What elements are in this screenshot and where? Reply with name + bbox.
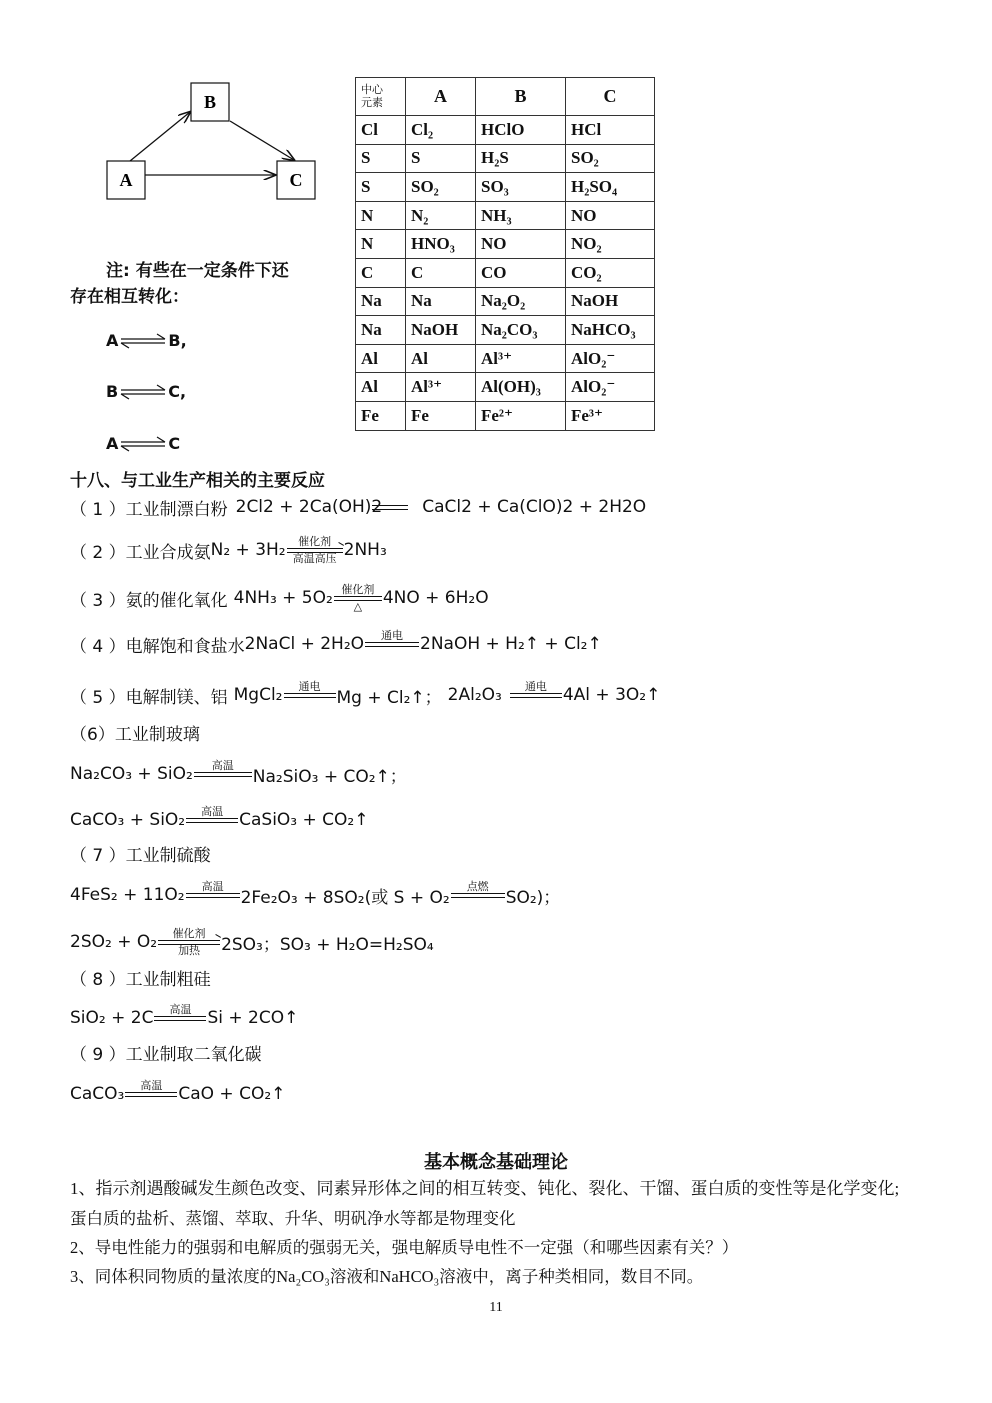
reaction-lhs-2: 2Al₂O₃ xyxy=(447,685,502,705)
table-row xyxy=(356,258,655,287)
table-cell: Al xyxy=(356,344,406,373)
reaction-lhs: SiO₂ + 2C xyxy=(70,1008,154,1028)
basics-item-1a: 1、指示剂遇酸碱发生颜色改变、同素异形体之间的相互转变、钝化、裂化、干馏、蛋白质的变性等是化学变化; xyxy=(70,1179,900,1198)
header-b: B xyxy=(476,78,566,116)
reaction-1 xyxy=(70,494,646,520)
condition-top: 催化剂 xyxy=(298,534,332,548)
table-cell: NO xyxy=(476,230,566,259)
reaction-6-eq1 xyxy=(70,754,407,794)
conversion-triangle-diagram xyxy=(100,78,320,206)
reaction-5 xyxy=(70,675,660,715)
condition-equals xyxy=(186,881,240,910)
condition-equals xyxy=(194,760,252,789)
table-cell: AlO₂⁻ xyxy=(566,373,655,402)
reaction-rhs-2: 4Al + 3O₂↑ xyxy=(562,685,661,705)
reaction-7-eq2 xyxy=(70,922,434,962)
table-cell: Na xyxy=(356,316,406,345)
basics-item-2: 2、导电性能力的强弱和电解质的强弱无关，强电解质导电性不一定强（和哪些因素有关？） xyxy=(70,1238,739,1257)
element-conversion-table xyxy=(355,77,655,431)
table-cell: N₂ xyxy=(406,201,476,230)
table-cell: NO₂ xyxy=(566,230,655,259)
table-cell: SO₂ xyxy=(406,173,476,202)
condition-equals xyxy=(451,881,505,910)
reaction-3 xyxy=(70,578,489,618)
table-row xyxy=(356,173,655,202)
condition-top: 高温 xyxy=(201,879,224,893)
reaction-lhs: CaCO₃ + SiO₂ xyxy=(70,810,186,830)
pair-a-b xyxy=(106,331,187,350)
condition-equals xyxy=(125,1080,177,1109)
note-line1: 注: 有些在一定条件下还 xyxy=(106,261,289,281)
table-cell: HClO xyxy=(476,116,566,145)
reaction-label: （ 9 ）工业制取二氧化碳 xyxy=(70,1044,262,1065)
table-cell: H₂S xyxy=(476,144,566,173)
condition-top: 点燃 xyxy=(466,879,489,893)
table-row xyxy=(356,287,655,316)
table-cell: Na xyxy=(406,287,476,316)
reversible-arrow-icon xyxy=(119,333,167,349)
table-cell: NaOH xyxy=(566,287,655,316)
condition-bottom: 加热 xyxy=(178,943,201,957)
table-cell: Al³⁺ xyxy=(406,373,476,402)
table-cell: Na₂CO₃ xyxy=(476,316,566,345)
node-c-label: C xyxy=(289,170,303,190)
table-cell: SO₂ xyxy=(566,144,655,173)
reaction-2 xyxy=(70,530,387,570)
table-cell: C xyxy=(356,258,406,287)
basics-item-1b: 蛋白质的盐析、蒸馏、萃取、升华、明矾净水等都是物理变化 xyxy=(70,1209,516,1228)
condition-top: 高温 xyxy=(211,758,234,772)
reaction-rhs: SO₂)； xyxy=(505,887,561,908)
condition-equals xyxy=(186,806,238,835)
reaction-rhs: Na₂SiO₃ + CO₂↑； xyxy=(252,766,407,787)
pair-a-c xyxy=(106,434,180,453)
table-cell: NaHCO₃ xyxy=(566,316,655,345)
reaction-6-label xyxy=(70,719,200,745)
reaction-label: （ 2 ）工业合成氨 xyxy=(70,542,211,563)
section-18-heading: 十八、与工业生产相关的主要反应 xyxy=(70,471,325,491)
table-cell: NO xyxy=(566,201,655,230)
reaction-rhs: 2NaOH + H₂↑ + Cl₂↑ xyxy=(420,634,602,654)
table-cell: S xyxy=(356,173,406,202)
table-cell: Al(OH)₃ xyxy=(476,373,566,402)
reaction-rhs: CaSiO₃ + CO₂↑ xyxy=(239,810,369,830)
table-cell: Cl xyxy=(356,116,406,145)
reaction-lhs: MgCl₂ xyxy=(233,685,283,705)
table-cell: N xyxy=(356,230,406,259)
reaction-lhs: 4NH₃ + 5O₂ xyxy=(233,588,333,608)
table-cell: CO₂ xyxy=(566,258,655,287)
basics-title: 基本概念基础理论 xyxy=(424,1152,568,1172)
table-cell: Na xyxy=(356,287,406,316)
reversible-condition-arrow xyxy=(287,536,343,565)
reaction-label: （ 7 ）工业制硫酸 xyxy=(70,845,211,866)
reaction-label: （ 3 ）氨的催化氧化 xyxy=(70,590,228,611)
reaction-label: （ 4 ）电解饱和食盐水 xyxy=(70,636,245,657)
table-row xyxy=(356,230,655,259)
reaction-lhs: 2Cl2 + 2Ca(OH)2 xyxy=(235,497,383,517)
equals-sign-icon xyxy=(372,493,408,522)
table-cell: Al³⁺ xyxy=(476,344,566,373)
condition-top: 催化剂 xyxy=(172,926,206,940)
table-cell: S xyxy=(356,144,406,173)
table-cell: HNO₃ xyxy=(406,230,476,259)
reaction-label: （ 1 ）工业制漂白粉 xyxy=(70,499,228,520)
pair-left: B xyxy=(106,382,119,401)
reaction-4 xyxy=(70,624,602,664)
reaction-rhs: 2SO₃；SO₃ + H₂O=H₂SO₄ xyxy=(221,934,434,955)
reaction-rhs: Si + 2CO↑ xyxy=(207,1008,299,1028)
condition-equals xyxy=(284,681,336,710)
condition-top: 高温 xyxy=(140,1078,163,1092)
reaction-7-eq1 xyxy=(70,875,560,915)
reaction-rhs: CaCl2 + Ca(ClO)2 + 2H2O xyxy=(422,497,647,517)
reaction-lhs: 2SO₂ + O₂ xyxy=(70,932,158,952)
condition-top: 通电 xyxy=(298,679,321,693)
node-b-label: B xyxy=(203,92,217,112)
reversible-condition-arrow xyxy=(158,928,220,957)
table-cell: Al xyxy=(356,373,406,402)
pair-right: C, xyxy=(168,382,187,401)
reaction-label: （6）工业制玻璃 xyxy=(70,724,200,745)
condition-top: 高温 xyxy=(201,804,224,818)
pair-right: B, xyxy=(168,331,187,350)
reaction-mid: 2Fe₂O₃ + 8SO₂(或 S + O₂ xyxy=(240,887,450,908)
reversible-arrow-icon xyxy=(119,384,167,400)
table-cell: Cl₂ xyxy=(406,116,476,145)
table-cell: S xyxy=(406,144,476,173)
table-cell: NaOH xyxy=(406,316,476,345)
condition-top: 催化剂 xyxy=(341,582,375,596)
header-a: A xyxy=(406,78,476,116)
condition-top: 通电 xyxy=(524,679,547,693)
table-cell: Fe xyxy=(356,401,406,430)
table-header-row xyxy=(356,78,655,116)
table-cell: Fe xyxy=(406,401,476,430)
table-cell: SO₃ xyxy=(476,173,566,202)
table-row xyxy=(356,116,655,145)
reaction-lhs: Na₂CO₃ + SiO₂ xyxy=(70,764,193,784)
pair-left: A xyxy=(106,434,119,453)
table-row xyxy=(356,344,655,373)
condition-top: 通电 xyxy=(381,628,404,642)
reaction-rhs: 4NO + 6H₂O xyxy=(382,588,489,608)
condition-top: 高温 xyxy=(169,1002,192,1016)
reaction-lhs: 2NaCl + 2H₂O xyxy=(244,634,365,654)
table-row xyxy=(356,201,655,230)
reaction-lhs: N₂ + 3H₂ xyxy=(210,540,286,560)
reaction-label: （ 8 ）工业制粗硅 xyxy=(70,969,211,990)
basics-item-3: 3、同体积同物质的量浓度的Na₂CO₃溶液和NaHCO₃溶液中，离子种类相同，数目不同。 xyxy=(70,1267,704,1286)
page-number: 11 xyxy=(489,1300,503,1315)
node-a-label: A xyxy=(119,170,133,190)
reaction-rhs: Mg + Cl₂↑； xyxy=(336,687,442,708)
table-row xyxy=(356,144,655,173)
table-cell: HCl xyxy=(566,116,655,145)
condition-bottom: △ xyxy=(353,599,363,613)
reaction-7-label xyxy=(70,840,211,866)
reaction-8-eq xyxy=(70,998,298,1038)
header-center-element: 中心元素 xyxy=(356,78,406,116)
table-cell: N xyxy=(356,201,406,230)
table-cell: CO xyxy=(476,258,566,287)
header-c: C xyxy=(566,78,655,116)
condition-equals xyxy=(365,630,419,659)
condition-bottom: 高温高压 xyxy=(292,551,337,565)
reaction-8-label xyxy=(70,964,211,990)
table-cell: Na₂O₂ xyxy=(476,287,566,316)
table-cell: C xyxy=(406,258,476,287)
condition-equals xyxy=(154,1004,206,1033)
table-cell: Al xyxy=(406,344,476,373)
table-row xyxy=(356,401,655,430)
reaction-9-label xyxy=(70,1039,262,1065)
table-cell: NH₃ xyxy=(476,201,566,230)
pair-left: A xyxy=(106,331,119,350)
table-row xyxy=(356,316,655,345)
reaction-rhs: CaO + CO₂↑ xyxy=(178,1084,286,1104)
table-cell: H₂SO₄ xyxy=(566,173,655,202)
table-cell: Fe³⁺ xyxy=(566,401,655,430)
reaction-rhs: 2NH₃ xyxy=(343,540,387,560)
condition-equals xyxy=(510,681,562,710)
reaction-6-eq2 xyxy=(70,800,368,840)
note xyxy=(70,258,330,310)
table-row xyxy=(356,373,655,402)
reaction-lhs: 4FeS₂ + 11O₂ xyxy=(70,885,185,905)
table-cell: AlO₂⁻ xyxy=(566,344,655,373)
pair-b-c xyxy=(106,382,186,401)
reaction-lhs: CaCO₃ xyxy=(70,1084,125,1104)
reaction-label: （ 5 ）电解制镁、铝 xyxy=(70,687,228,708)
note-line2: 存在相互转化： xyxy=(70,287,189,307)
reversible-arrow-icon xyxy=(119,436,167,452)
pair-right: C xyxy=(168,434,181,453)
reaction-9-eq xyxy=(70,1074,285,1114)
condition-equals xyxy=(334,584,382,613)
basics-paragraphs xyxy=(70,1174,940,1292)
table-cell: Fe²⁺ xyxy=(476,401,566,430)
